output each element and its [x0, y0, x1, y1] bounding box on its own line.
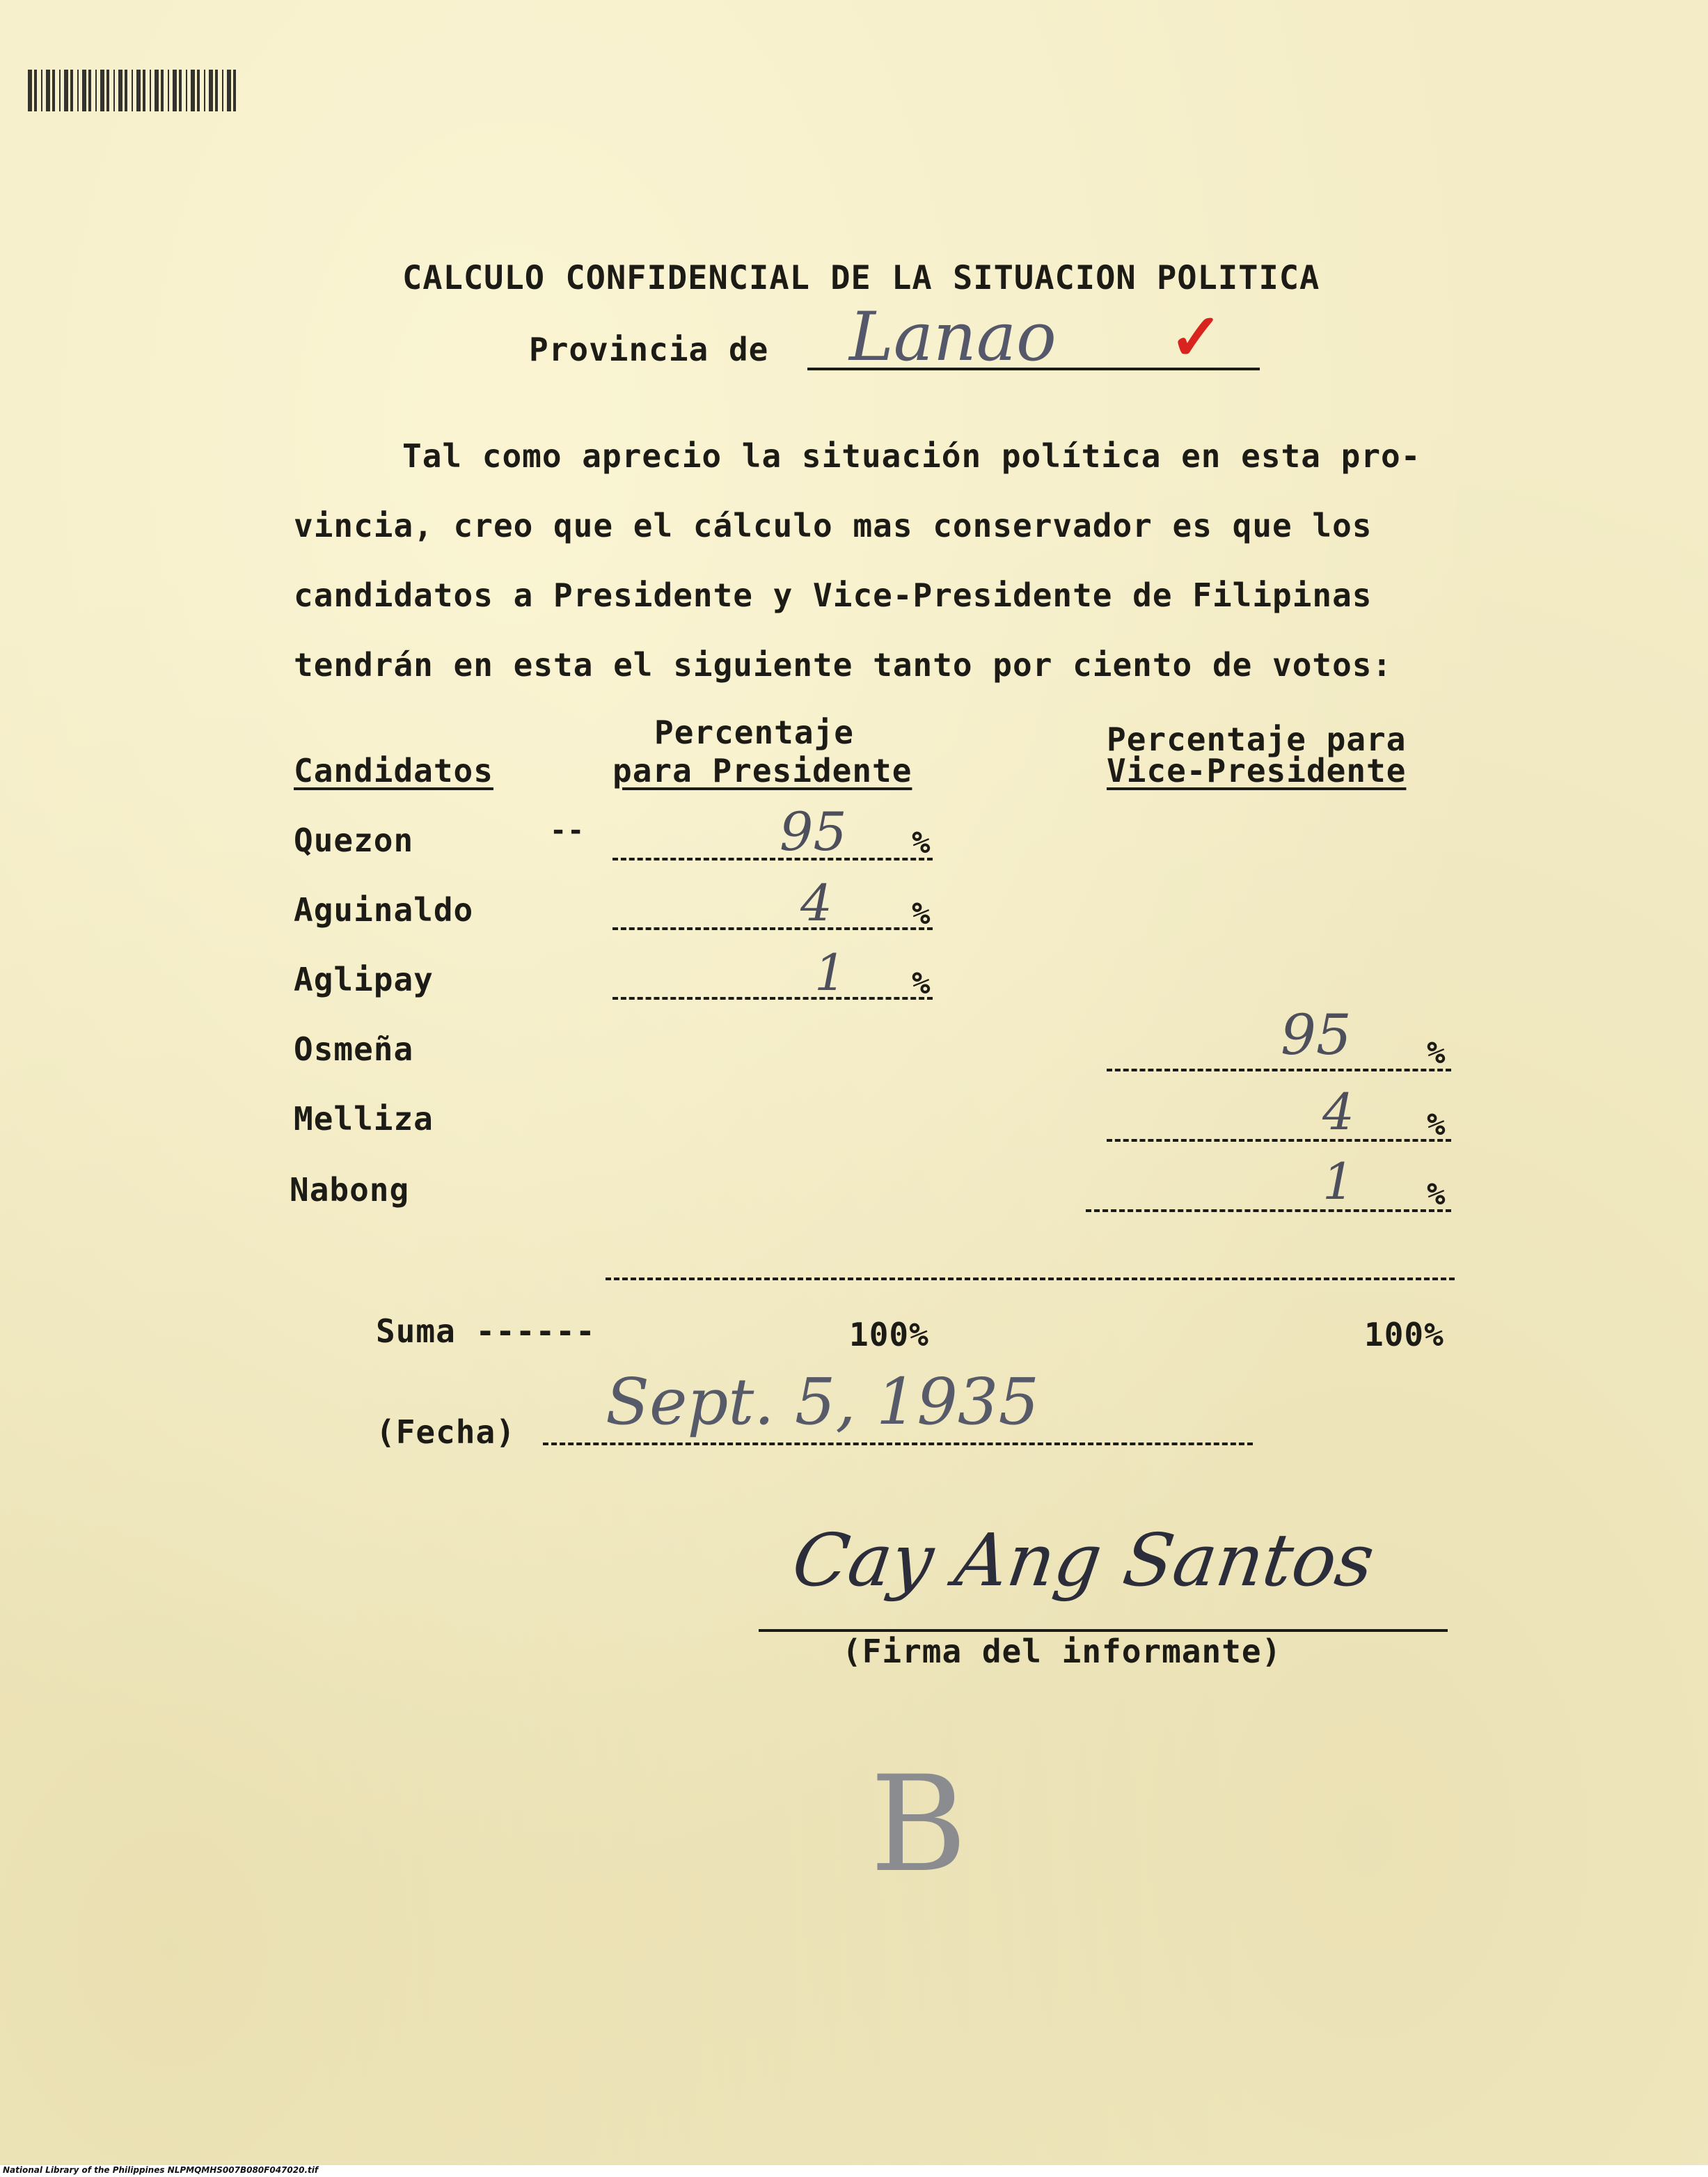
barcode-strip	[28, 70, 237, 111]
header-vice-line1: Percentaje para	[1107, 721, 1407, 758]
sum-president: 100%	[849, 1316, 929, 1353]
quezon-percent-sign: %	[912, 825, 931, 860]
sum-rule	[606, 1278, 1455, 1280]
aglipay-president-value: 1	[814, 943, 846, 1002]
pencil-initial: B	[870, 1747, 967, 1901]
osmena-percent-sign: %	[1427, 1035, 1446, 1071]
nabong-vice-value: 1	[1322, 1152, 1354, 1211]
aguinaldo-line	[612, 927, 933, 930]
header-president-line2: para Presidente	[612, 752, 912, 789]
header-president-line1: Percentaje	[654, 714, 854, 751]
header-candidates: Candidatos	[294, 752, 493, 789]
candidate-osmena: Osmeña	[294, 1030, 414, 1068]
province-value: Lanao	[849, 298, 1057, 376]
intro-line-3: candidatos a Presidente y Vice-Presidente de Filipinas	[294, 576, 1373, 614]
candidate-aguinaldo: Aguinaldo	[294, 891, 474, 929]
aglipay-line	[612, 997, 933, 1000]
red-check-mark: ✓	[1169, 299, 1224, 375]
quezon-line	[612, 858, 933, 860]
osmena-vice-value: 95	[1281, 1003, 1352, 1067]
melliza-percent-sign: %	[1427, 1107, 1446, 1142]
quezon-president-value: 95	[780, 801, 847, 863]
header-vice-line2: Vice-Presidente	[1107, 752, 1407, 789]
intro-line-1: Tal como aprecio la situación política en esta pro-	[402, 437, 1421, 475]
date-line	[543, 1443, 1253, 1445]
signature: Cay Ang Santos	[787, 1518, 1379, 1603]
aguinaldo-percent-sign: %	[912, 896, 931, 932]
melliza-vice-value: 4	[1322, 1083, 1354, 1141]
intro-line-2: vincia, creo que el cálculo mas conservador es que los	[294, 507, 1373, 544]
aguinaldo-president-value: 4	[800, 874, 832, 932]
intro-line-4: tendrán en esta el siguiente tanto por ciento de votos:	[294, 646, 1393, 684]
quezon-dash: --	[550, 815, 585, 847]
candidate-melliza: Melliza	[294, 1100, 434, 1138]
melliza-line	[1107, 1139, 1451, 1142]
date-label: (Fecha)	[376, 1413, 516, 1451]
signature-label: (Firma del informante)	[842, 1633, 1282, 1670]
candidate-nabong: Nabong	[290, 1171, 410, 1209]
date-value: Sept. 5, 1935	[606, 1365, 1039, 1439]
candidate-quezon: Quezon	[294, 822, 414, 859]
nabong-line	[1086, 1209, 1451, 1212]
province-label: Provincia de	[529, 331, 769, 368]
form-title: CALCULO CONFIDENCIAL DE LA SITUACION POLITICA	[402, 259, 1320, 297]
osmena-line	[1107, 1069, 1451, 1071]
province-underline	[807, 368, 1260, 370]
archive-footer: National Library of the Philippines NLPMQMHS007B080F047020.tif	[3, 2165, 319, 2175]
nabong-percent-sign: %	[1427, 1177, 1446, 1212]
aglipay-percent-sign: %	[912, 966, 931, 1001]
sum-label: Suma ------	[376, 1312, 596, 1350]
signature-line	[759, 1629, 1448, 1632]
sum-vice: 100%	[1364, 1316, 1444, 1353]
candidate-aglipay: Aglipay	[294, 961, 434, 998]
